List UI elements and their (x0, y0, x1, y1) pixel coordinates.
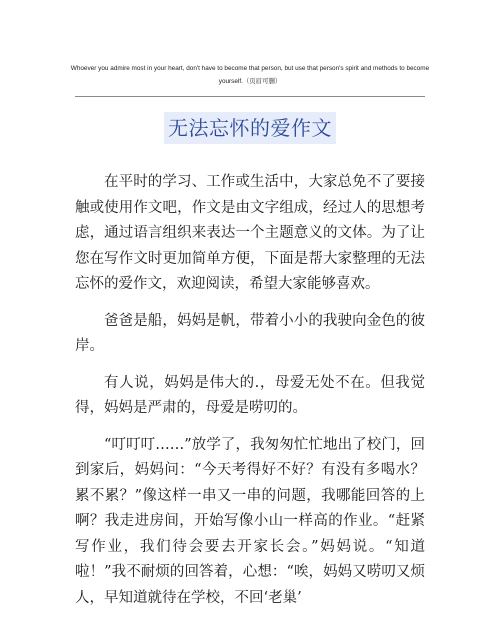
paragraph-2: 爸爸是船，妈妈是帆，带着小小的我驶向金色的彼岸。 (75, 312, 425, 354)
paragraph-4: “叮叮叮……”放学了，我匆匆忙忙地出了校门，回到家后，妈妈问：“今天考得好不好？有没有多喝水？累不累？”像这样一串又一串的问题，我哪能回答的上啊？我走进房间，开始写像小山一样高的作业。“赶紧写作业，我们待会要去开家长会。”妈妈说。“知道啦！”我不耐烦的回答着，心想：“唉，妈妈又唠叨又烦人，早知道就待在学校，不回‘老巢’ (75, 436, 425, 606)
paragraph-intro: 在平时的学习、工作或生活中，大家总免不了要接触或使用作文吧，作文是由文字组成，经过人的思想考虑，通过语言组织来表达一个主题意义的文体。为了让您在写作文时更加简单方便，下面是帮大家整理的无法忘怀的爱作文，欢迎阅读，希望大家能够喜欢。 (75, 174, 425, 292)
document-title: 无法忘怀的爱作文 (164, 112, 336, 144)
paragraph-3: 有人说，妈妈是伟大的.，母爱无处不在。但我觉得，妈妈是严肃的，母爱是唠叨的。 (75, 374, 425, 416)
page-header-quote: Whoever you admire most in your heart, don't have to become that person, but use that person's spirit and methods to become yourself.（页眉可删） (70, 65, 430, 85)
document-body (75, 170, 425, 622)
document-title-container (0, 112, 500, 144)
header-divider (75, 96, 425, 97)
